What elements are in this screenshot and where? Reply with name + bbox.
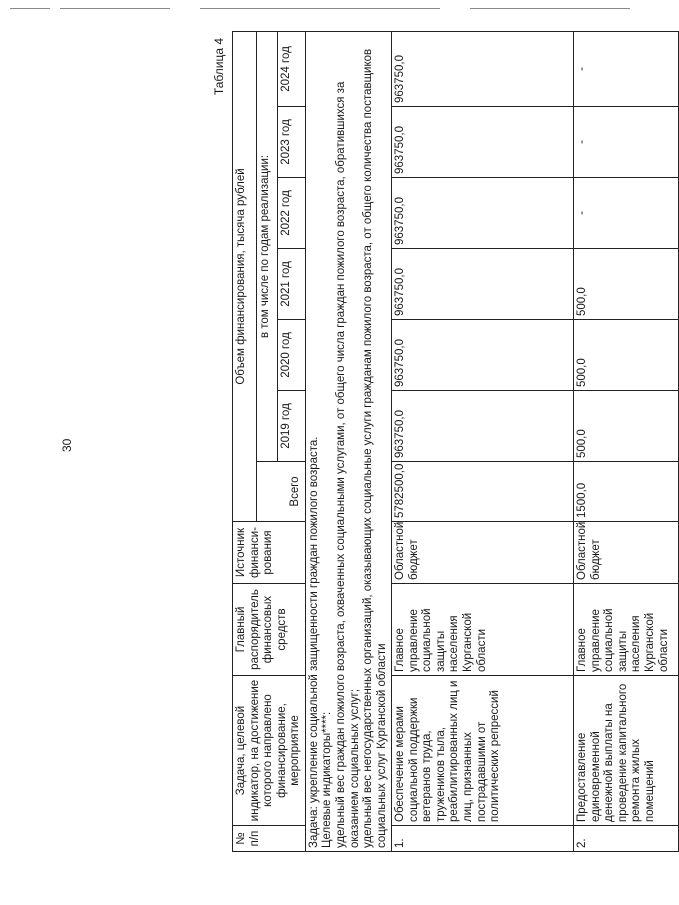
- row-year-value: 500,0: [574, 391, 679, 462]
- financing-table: [232, 31, 679, 852]
- row-year-value: 963750,0: [392, 178, 574, 249]
- row-year-value: 963750,0: [392, 249, 574, 320]
- task-line: удельный вес негосударственных организаций, оказывающих социальные услуги гражданам пожилого возраста, от общего количества поставщиков социальных услуг Курганской области: [362, 48, 388, 848]
- row-num: 2.: [574, 826, 679, 852]
- row-name: Предоставление единовременной денежной выплаты на проведение капитального ремонта жилых помещений: [574, 676, 679, 826]
- header-by-years: в том числе по годам реализации:: [257, 31, 278, 461]
- header-manager: Главный распорядитель финансовых средств: [233, 584, 306, 676]
- task-row: [305, 31, 391, 851]
- scan-edge-line: [60, 8, 170, 9]
- header-year: 2019 год: [277, 391, 305, 462]
- header-num: № п/п: [233, 826, 306, 852]
- header-year: 2024 год: [277, 31, 305, 106]
- row-year-value: 963750,0: [392, 31, 574, 106]
- row-year-value: -: [574, 178, 679, 249]
- page-number: 30: [60, 438, 74, 452]
- row-num: 1.: [392, 826, 574, 852]
- scan-edge-line: [200, 8, 440, 9]
- header-source: Источник финанси-рования: [233, 522, 306, 584]
- header-task: Задача, целевой индикатор, на достижение которого направлено финансирование, мероприятие: [233, 676, 306, 826]
- row-year-value: 500,0: [574, 249, 679, 320]
- scan-edge-line: [470, 8, 630, 9]
- row-year-value: -: [574, 31, 679, 106]
- header-year: 2022 год: [277, 178, 305, 249]
- row-total: 1500,0: [574, 462, 679, 522]
- row-year-value: 963750,0: [392, 320, 574, 391]
- header-row-1: [233, 31, 257, 851]
- header-volume: Объем финансирования, тысяча рублей: [233, 31, 257, 521]
- row-year-value: 963750,0: [392, 391, 574, 462]
- rotated-table-area: [212, 32, 670, 852]
- scan-edge-line: [10, 8, 50, 9]
- row-source: Областной бюджет: [574, 522, 679, 584]
- task-description: [305, 31, 391, 851]
- row-year-value: -: [574, 107, 679, 178]
- row-year-value: 963750,0: [392, 107, 574, 178]
- header-year: 2020 год: [277, 320, 305, 391]
- row-total: 5782500,0: [392, 462, 574, 522]
- header-year: 2023 год: [277, 107, 305, 178]
- header-total: Всего: [257, 462, 306, 522]
- row-year-value: 500,0: [574, 320, 679, 391]
- task-line: Задача: укрепление социальной защищенности граждан пожилого возраста.: [307, 436, 320, 848]
- task-line: Целевые индикаторы****:: [321, 711, 334, 848]
- row-manager: Главное управление социальной защиты населения Курганской области: [392, 584, 574, 676]
- row-source: Областной бюджет: [392, 522, 574, 584]
- row-name: Обеспечение мерами социальной поддержки ветеранов труда, тружеников тыла, реабилитированных лиц и лиц, признанных пострадавшими от политических репрессий: [392, 676, 574, 826]
- table-caption: Таблица 4: [212, 38, 226, 96]
- header-year: 2021 год: [277, 249, 305, 320]
- table-row: [392, 31, 574, 851]
- row-manager: Главное управление социальной защиты населения Курганской области: [574, 584, 679, 676]
- task-line: удельный вес граждан пожилого возраста, охваченных социальными услугами, от общего числа граждан пожилого возраста, обратившихся за оказанием социальных услуг;: [334, 81, 361, 848]
- table-row: [574, 31, 679, 851]
